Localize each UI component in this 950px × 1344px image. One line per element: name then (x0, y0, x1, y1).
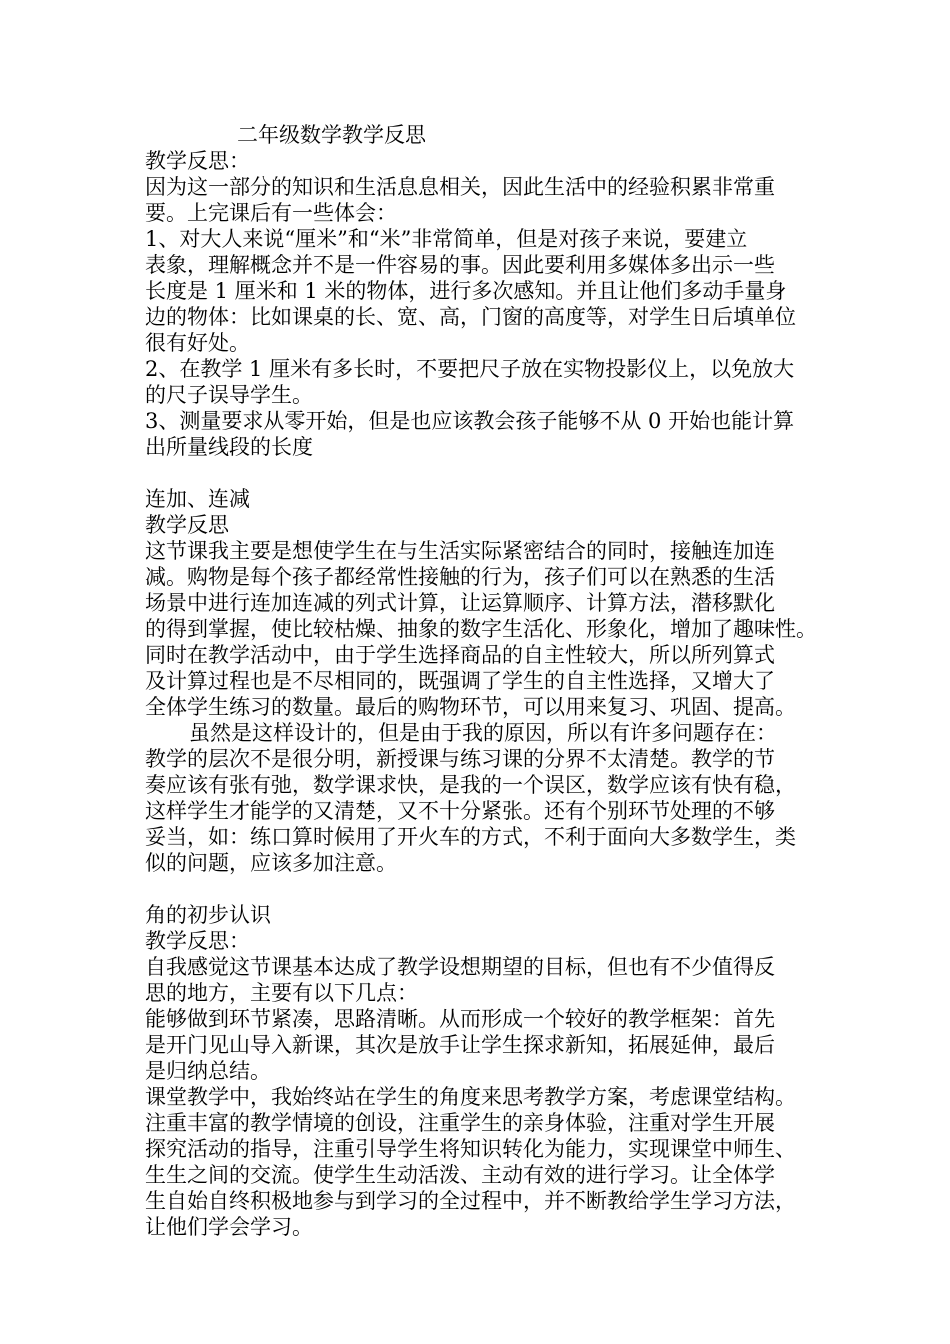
paragraph-line: 能够做到环节紧凑，思路清晰。从而形成一个较好的教学框架：首先 (145, 1007, 775, 1031)
section2-label: 教学反思 (145, 513, 229, 537)
paragraph-line: 2、在教学 1 厘米有多长时，不要把尺子放在实物投影仪上，以免放大 (145, 357, 795, 381)
paragraph-line: 表象，理解概念并不是一件容易的事。因此要利用多媒体多出示一些 (145, 253, 775, 277)
paragraph-line: 的得到掌握，使比较枯燥、抽象的数字生活化、形象化，增加了趣味性。 (145, 617, 817, 641)
paragraph-line: 似的问题，应该多加注意。 (145, 851, 397, 875)
paragraph-line: 全体学生练习的数量。最后的购物环节，可以用来复习、巩固、提高。 (145, 695, 796, 719)
paragraph-line: 注重丰富的教学情境的创设，注重学生的亲身体验，注重对学生开展 (145, 1111, 775, 1135)
paragraph-line: 长度是 1 厘米和 1 米的物体，进行多次感知。并且让他们多动手量身 (145, 279, 787, 303)
paragraph-line: 探究活动的指导，注重引导学生将知识转化为能力，实现课堂中师生、 (145, 1137, 796, 1161)
paragraph-line: 的尺子误导学生。 (145, 383, 313, 407)
paragraph-line: 1、对大人来说“厘米”和“米”非常简单，但是对孩子来说，要建立 (145, 227, 748, 251)
section3-heading: 角的初步认识 (145, 903, 271, 927)
paragraph-line: 要。上完课后有一些体会： (145, 201, 397, 225)
document-page (145, 122, 825, 1240)
document-title: 二年级数学教学反思 (237, 123, 426, 147)
paragraph-line: 妥当，如：练口算时候用了开火车的方式，不利于面向大多数学生，类 (145, 825, 796, 849)
section2-heading: 连加、连减 (145, 487, 250, 511)
paragraph-line: 教学的层次不是很分明，新授课与练习课的分界不太清楚。教学的节 (145, 747, 775, 771)
paragraph-line: 边的物体：比如课桌的长、宽、高，门窗的高度等，对学生日后填单位 (145, 305, 796, 329)
paragraph-line: 减。购物是每个孩子都经常性接触的行为，孩子们可以在熟悉的生活 (145, 565, 775, 589)
paragraph-line: 出所量线段的长度 (145, 435, 313, 459)
paragraph-line: 因为这一部分的知识和生活息息相关，因此生活中的经验积累非常重 (145, 175, 775, 199)
paragraph-line: 场景中进行连加连减的列式计算，让运算顺序、计算方法，潜移默化 (145, 591, 775, 615)
blank-line (145, 460, 825, 486)
blank-line (145, 876, 825, 902)
paragraph-line: 生生之间的交流。使学生生动活泼、主动有效的进行学习。让全体学 (145, 1163, 775, 1187)
paragraph-line: 这节课我主要是想使学生在与生活实际紧密结合的同时，接触连加连 (145, 539, 775, 563)
paragraph-line: 思的地方，主要有以下几点： (145, 981, 418, 1005)
paragraph-line: 很有好处。 (145, 331, 250, 355)
paragraph-line: 同时在教学活动中，由于学生选择商品的自主性较大，所以所列算式 (145, 643, 775, 667)
paragraph-line: 3、测量要求从零开始，但是也应该教会孩子能够不从 0 开始也能计算 (145, 409, 795, 433)
paragraph-line: 让他们学会学习。 (145, 1215, 313, 1239)
section1-label: 教学反思： (145, 149, 250, 173)
paragraph-line: 是开门见山导入新课，其次是放手让学生探求新知，拓展延伸，最后 (145, 1033, 775, 1057)
paragraph-line: 奏应该有张有弛，数学课求快，是我的一个误区，数学应该有快有稳， (145, 773, 796, 797)
paragraph-line: 课堂教学中，我始终站在学生的角度来思考教学方案，考虑课堂结构。 (145, 1085, 796, 1109)
paragraph-line: 生自始自终积极地参与到学习的全过程中，并不断教给学生学习方法， (145, 1189, 796, 1213)
paragraph-line: 自我感觉这节课基本达成了教学设想期望的目标，但也有不少值得反 (145, 955, 775, 979)
paragraph-line: 这样学生才能学的又清楚，又不十分紧张。还有个别环节处理的不够 (145, 799, 775, 823)
paragraph-line: 是归纳总结。 (145, 1059, 271, 1083)
paragraph-line: 及计算过程也是不尽相同的，既强调了学生的自主性选择，又增大了 (145, 669, 775, 693)
paragraph-line-indented: 虽然是这样设计的，但是由于我的原因，所以有许多问题存在： (189, 721, 777, 745)
section3-label: 教学反思： (145, 929, 250, 953)
